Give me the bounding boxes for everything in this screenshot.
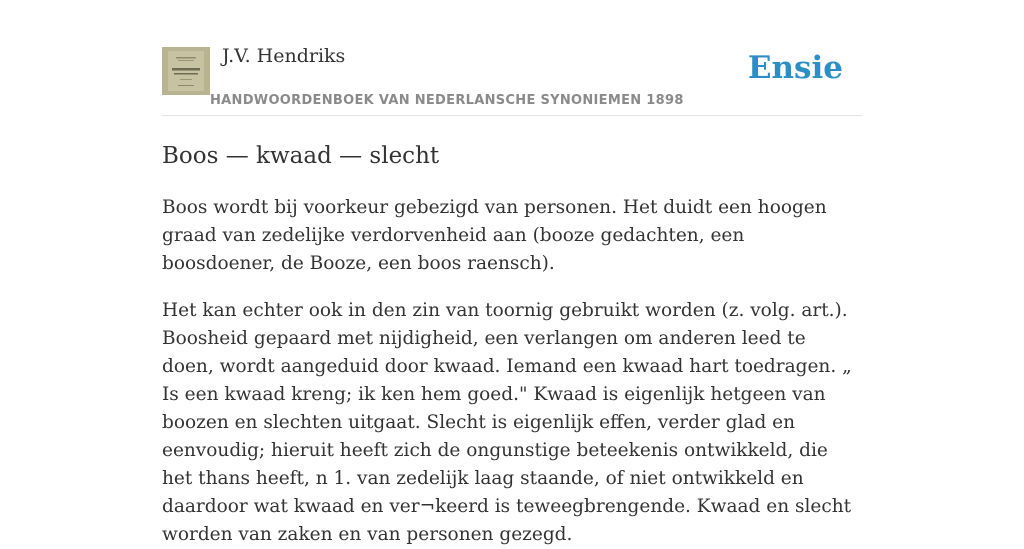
ensie-logo[interactable]: Ensie [747,50,843,86]
book-cover-avatar[interactable] [162,47,210,95]
book-cover-image [162,47,210,95]
author-name[interactable]: J.V. Hendriks [222,45,346,67]
entry-title: Boos — kwaad — slecht [162,143,440,169]
source-title[interactable]: HANDWOORDENBOEK VAN NEDERLANSCHE SYNONIEMEN 1898 [210,93,684,108]
entry-header [162,0,862,116]
entry-body [162,194,862,549]
entry-paragraph: Het kan echter ook in den zin van toornig gebruikt worden (z. volg. art.). Boosheid gepaard met nijdigheid, een verlangen om anderen leed te doen, wordt aangeduid door kwaad. Iemand een kwaad hart toedragen. „ Is een kwaad kreng; ik ken hem goed." Kwaad is eigenlijk hetgeen van boozen en slechten uitgaat. Slecht is eigenlijk effen, verder glad en eenvoudig; hieruit heeft zich de ongunstige beteekenis ontwikkeld, die het thans heeft, n 1. van zedelijk laag staande, of niet ontwikkeld en daardoor wat kwaad en ver¬keerd is teweegbrengende. Kwaad en slecht worden van zaken en van personen gezegd. [162,300,852,545]
content-column [162,0,862,549]
entry-paragraph: Boos wordt bij voorkeur gebezigd van personen. Het duidt een hoogen graad van zedelijke verdorvenheid aan (booze gedachten, een boosdoener, de Booze, een boos raensch). [162,197,827,274]
